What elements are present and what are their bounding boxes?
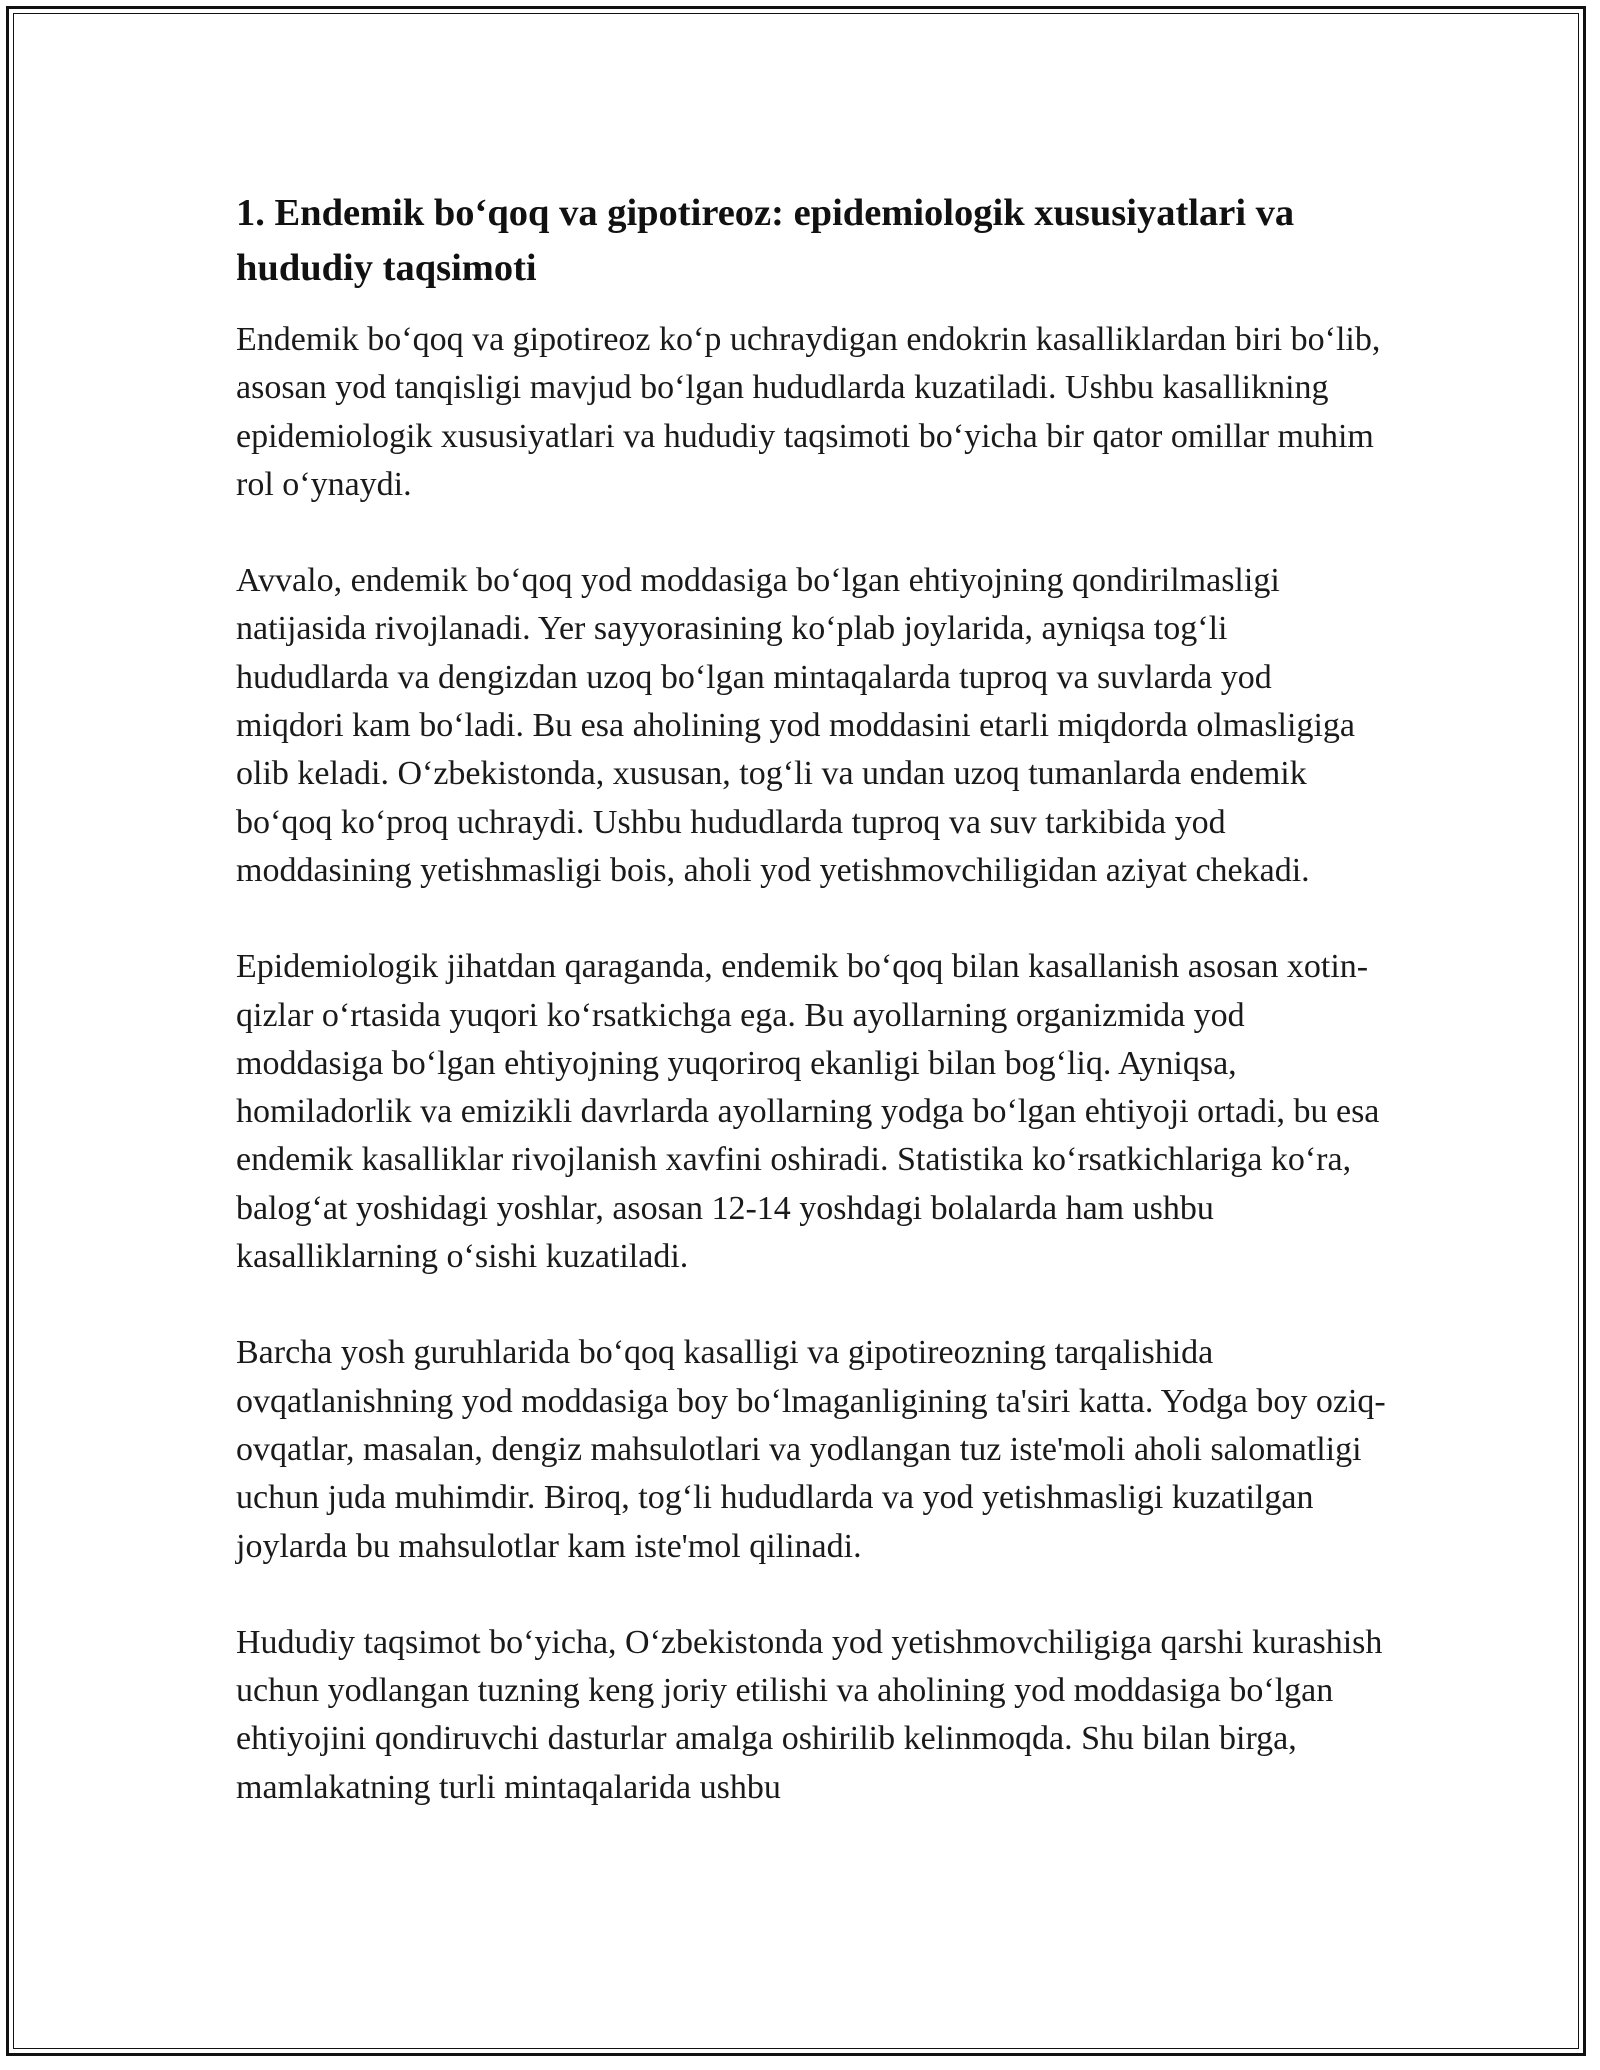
paragraph-1: Endemik bo‘qoq va gipotireoz ko‘p uchraydigan endokrin kasalliklardan biri bo‘lib, asosan yod tanqisligi mavjud bo‘lgan hududlarda kuzatiladi. Ushbu kasallikning epidemiologik xususiyatlari va hududiy taqsimoti bo‘yicha bir qator omillar muhim rol o‘ynaydi. <box>236 321 1381 503</box>
section-title: 1. Endemik bo‘qoq va gipotireoz: epidemiologik xususiyatlari va hududiy taqsimoti <box>236 192 1295 289</box>
paragraph-5: Hududiy taqsimot bo‘yicha, O‘zbekistonda yod yetishmovchiligiga qarshi kurashish uchun yodlangan tuzning keng joriy etilishi va aholining yod moddasiga bo‘lgan ehtiyojini qondiruvchi dasturlar amalga oshirilib kelinmoqda. Shu bilan birga, mamlakatning turli mintaqalarida ushbu <box>236 1623 1383 1806</box>
paragraph-3: Epidemiologik jihatdan qaraganda, endemik bo‘qoq bilan kasallanish asosan xotin-qizlar o‘rtasida yuqori ko‘rsatkichga ega. Bu ayollarning organizmida yod moddasiga bo‘lgan ehtiyojning yuqoriroq ekanligi bilan bog‘liq. Ayniqsa, homiladorlik va emizikli davrlarda ayollarning yodga bo‘lgan ehtiyoji ortadi, bu esa endemik kasalliklar rivojlanish xavfini oshiradi. Statistika ko‘rsatkichlariga ko‘ra, balog‘at yoshidagi yoshlar, asosan 12-14 yoshdagi bolalarda ham ushbu kasalliklarning o‘sishi kuzatiladi. <box>236 948 1380 1276</box>
document-body <box>236 186 1386 1812</box>
paragraph-4: Barcha yosh guruhlarida bo‘qoq kasalligi va gipotireozning tarqalishida ovqatlanishning yod moddasiga boy bo‘lmaganligining ta'siri katta. Yodga boy oziq-ovqatlar, masalan, dengiz mahsulotlari va yodlangan tuz iste'moli aholi salomatligi uchun juda muhimdir. Biroq, tog‘li hududlarda va yod yetishmasligi kuzatilgan joylarda bu mahsulotlar kam iste'mol qilinadi. <box>236 1334 1386 1565</box>
paragraph-2: Avvalo, endemik bo‘qoq yod moddasiga bo‘lgan ehtiyojning qondirilmasligi natijasida rivojlanadi. Yer sayyorasining ko‘plab joylarida, ayniqsa tog‘li hududlarda va dengizdan uzoq bo‘lgan mintaqalarda tuproq va suvlarda yod miqdori kam bo‘ladi. Bu esa aholining yod moddasini etarli miqdorda olmasligiga olib keladi. O‘zbekistonda, xususan, tog‘li va undan uzoq tumanlarda endemik bo‘qoq ko‘proq uchraydi. Ushbu hududlarda tuproq va suv tarkibida yod moddasining yetishmasligi bois, aholi yod yetishmovchiligidan aziyat chekadi. <box>236 562 1355 889</box>
